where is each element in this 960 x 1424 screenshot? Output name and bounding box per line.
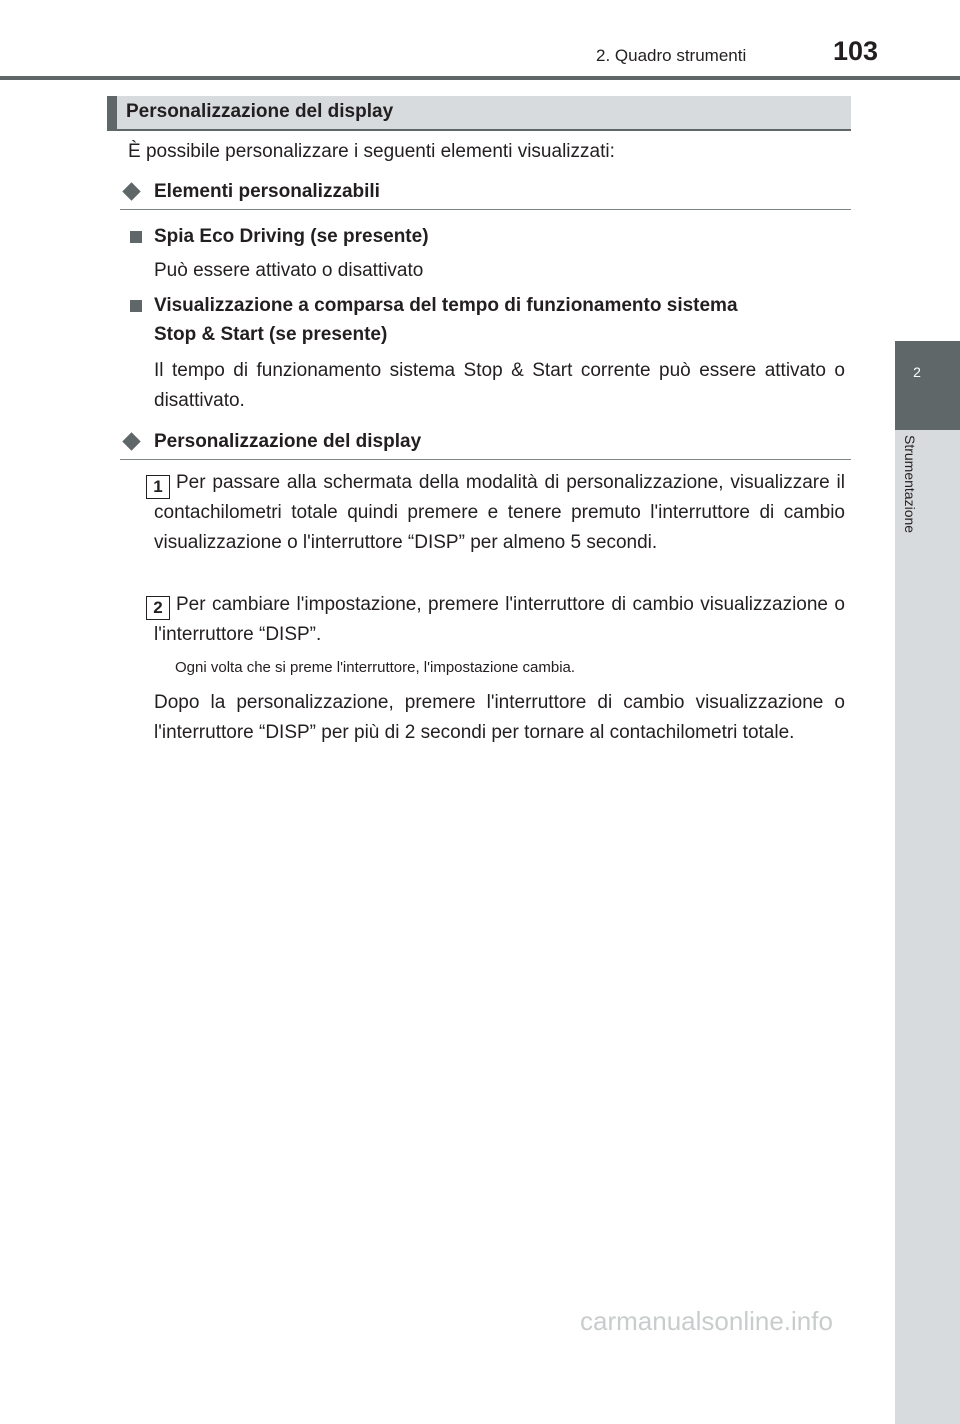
item-body: Può essere attivato o disattivato bbox=[154, 260, 424, 281]
item-title: Spia Eco Driving (se presente) bbox=[154, 226, 429, 247]
section-title-marker bbox=[107, 96, 117, 131]
section-title: Personalizzazione del display bbox=[126, 101, 394, 122]
chapter-strip bbox=[895, 430, 960, 1424]
square-bullet-icon bbox=[130, 300, 142, 312]
watermark: carmanualsonline.info bbox=[580, 1306, 833, 1336]
item-title: Visualizzazione a comparsa del tempo di funzionamento sistema bbox=[154, 295, 738, 316]
header-rule bbox=[0, 76, 960, 80]
square-bullet-icon bbox=[130, 231, 142, 243]
chapter-label: Strumentazione bbox=[902, 435, 918, 534]
closing-text: Dopo la personalizzazione, premere l'interruttore di cambio visualizzazione o l'interruttore “DISP” per più di 2 secondi per tornare al contachilometri totale. bbox=[154, 692, 845, 743]
diamond-bullet-icon bbox=[122, 182, 140, 200]
item-title-continued: Stop & Start (se presente) bbox=[154, 324, 388, 345]
step-number-badge: 1 bbox=[146, 475, 170, 499]
step-text: Per cambiare l'impostazione, premere l'interruttore di cambio visualizzazione o l'interruttore “DISP”. bbox=[154, 594, 845, 645]
page-number: 103 bbox=[833, 36, 879, 66]
step-number-badge: 2 bbox=[146, 596, 170, 620]
item-body: Il tempo di funzionamento sistema Stop & Start corrente può essere attivato o disattivato. bbox=[154, 360, 845, 411]
subsection-rule bbox=[120, 459, 851, 460]
subsection-heading: Elementi personalizzabili bbox=[154, 181, 380, 202]
subsection-rule bbox=[120, 209, 851, 210]
diamond-bullet-icon bbox=[122, 432, 140, 450]
step-text: Per passare alla schermata della modalità di personalizzazione, visualizzare il contachilometri totale quindi premere e tenere premuto l'interruttore di cambio visualizzazione o l'interruttore “DISP” per almeno 5 secondi. bbox=[154, 472, 845, 553]
intro-text: È possibile personalizzare i seguenti elementi visualizzati: bbox=[128, 141, 615, 162]
header-section-title: 2. Quadro strumenti bbox=[596, 46, 747, 65]
chapter-number: 2 bbox=[913, 364, 921, 380]
subsection-heading: Personalizzazione del display bbox=[154, 431, 422, 452]
chapter-tab bbox=[895, 341, 960, 430]
note-text: Ogni volta che si preme l'interruttore, l'impostazione cambia. bbox=[175, 659, 576, 676]
